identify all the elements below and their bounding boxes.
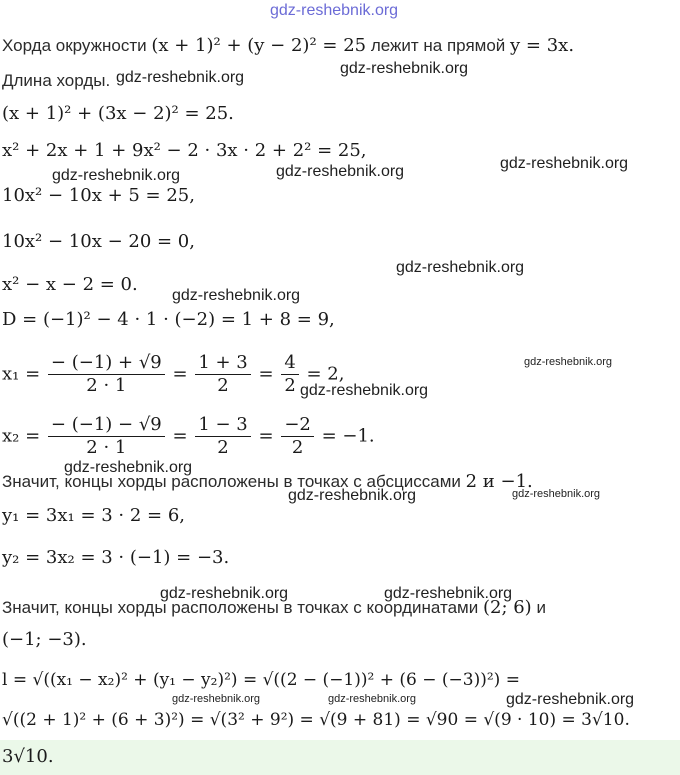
root-x2: x₂ = $\frac{- (-1) - √9}{2 \cdot 1}$ = $\frac{1 - 3}{2}$ = $\frac{-2}{2}$ = −1. — [2, 414, 375, 458]
y1-calc: y₁ = 3x₁ = 3 · 2 = 6, — [2, 505, 186, 526]
step-combine: 10x² − 10x + 5 = 25, — [2, 185, 195, 206]
circle-equation: (x + 1)² + (y − 2)² = 25 — [151, 35, 367, 56]
step-substitution: (x + 1)² + (3x − 2)² = 25. — [2, 103, 234, 124]
length-line-1: l = √((x₁ − x₂)² + (y₁ − y₂)²) = √((2 − (−1))² + (6 − (−3))²) = — [2, 670, 520, 690]
watermark: gdz-reshebnik.org — [328, 693, 417, 705]
watermark: gdz-reshebnik.org — [512, 488, 601, 500]
watermark: gdz-reshebnik.org — [524, 356, 613, 368]
abscissa-text: Значит, концы хорды расположены в точках с абсциссами — [2, 472, 461, 491]
watermark: gdz-reshebnik.org — [64, 459, 193, 476]
line-equation: y = 3x. — [510, 35, 575, 56]
x2-num-2: 1 − 3 — [195, 414, 250, 437]
x1-num-3: 4 — [281, 352, 298, 375]
x1-fraction-3 — [281, 352, 298, 397]
x1-lhs: x₁ = — [2, 363, 41, 385]
x1-fraction-1 — [48, 352, 165, 397]
watermark: gdz-reshebnik.org — [384, 585, 513, 602]
abscissa-values: 2 и −1. — [465, 471, 533, 492]
x2-den-3: 2 — [291, 437, 304, 458]
watermark: gdz-reshebnik.org — [396, 259, 525, 276]
watermark: gdz-reshebnik.org — [52, 167, 181, 184]
watermark: gdz-reshebnik.org — [160, 585, 289, 602]
x2-den-1: 2 · 1 — [86, 437, 127, 458]
x1-den-1: 2 · 1 — [86, 375, 127, 396]
answer-value: 3√10. — [2, 746, 54, 767]
watermark: gdz-reshebnik.org — [276, 163, 405, 180]
x1-den-2: 2 — [217, 375, 229, 396]
x2-num-1: − (−1) − √9 — [48, 414, 165, 437]
coords-text: Значит, концы хорды расположены в точках с координатами — [2, 598, 479, 617]
coords-and: и — [536, 598, 546, 617]
x1-num-1: − (−1) + √9 — [48, 352, 165, 375]
x1-result: = 2, — [306, 363, 345, 385]
watermark: gdz-reshebnik.org — [500, 155, 629, 172]
x1-fraction-2 — [195, 352, 250, 397]
watermark: gdz-reshebnik.org — [340, 60, 469, 77]
x1-num-2: 1 + 3 — [195, 352, 250, 375]
length-line-2: √((2 + 1)² + (6 + 3)²) = √(3² + 9²) = √(9 + 81) = √90 = √(9 · 10) = 3√10. — [2, 710, 630, 730]
watermark: gdz-reshebnik.org — [172, 693, 261, 705]
y2-calc: y₂ = 3x₂ = 3 · (−1) = −3. — [2, 547, 230, 568]
x2-result: = −1. — [321, 425, 375, 447]
step-expand: x² + 2x + 1 + 9x² − 2 · 3x · 2 + 2² = 25, — [2, 140, 367, 161]
watermark: gdz-reshebnik.org — [288, 487, 417, 504]
step-zero-form: 10x² − 10x − 20 = 0, — [2, 231, 195, 252]
x1-den-3: 2 — [284, 375, 296, 396]
root-x1: x₁ = $\frac{- (-1) + √9}{2 \cdot 1}$ = $\frac{1 + 3}{2}$ = $\frac{4}{2}$ = 2, — [2, 352, 345, 396]
watermark: gdz-reshebnik.org — [172, 287, 301, 304]
watermark: gdz-reshebnik.org — [116, 69, 245, 86]
answer-highlight — [0, 740, 680, 775]
step-simplified: x² − x − 2 = 0. — [2, 274, 138, 295]
watermark: gdz-reshebnik.org — [506, 691, 635, 708]
problem-text-2: лежит на прямой — [370, 36, 506, 55]
x2-fraction-3 — [281, 414, 314, 459]
x2-den-2: 2 — [217, 437, 229, 458]
watermark: gdz-reshebnik.org — [300, 382, 429, 399]
problem-statement — [2, 36, 574, 56]
coords-point-b: (−1; −3). — [2, 629, 87, 650]
chord-length-label: Длина хорды. — [2, 71, 111, 90]
watermark-top: gdz-reshebnik.org — [270, 2, 399, 19]
problem-text-1: Хорда окружности — [2, 36, 147, 55]
x2-lhs: x₂ = — [2, 425, 41, 447]
x2-num-3: −2 — [281, 414, 314, 437]
step-discriminant: D = (−1)² − 4 · 1 · (−2) = 1 + 8 = 9, — [2, 309, 335, 330]
x2-fraction-2 — [195, 414, 250, 459]
x2-fraction-1 — [48, 414, 165, 459]
coords-point-a: (2; 6) — [482, 597, 532, 618]
